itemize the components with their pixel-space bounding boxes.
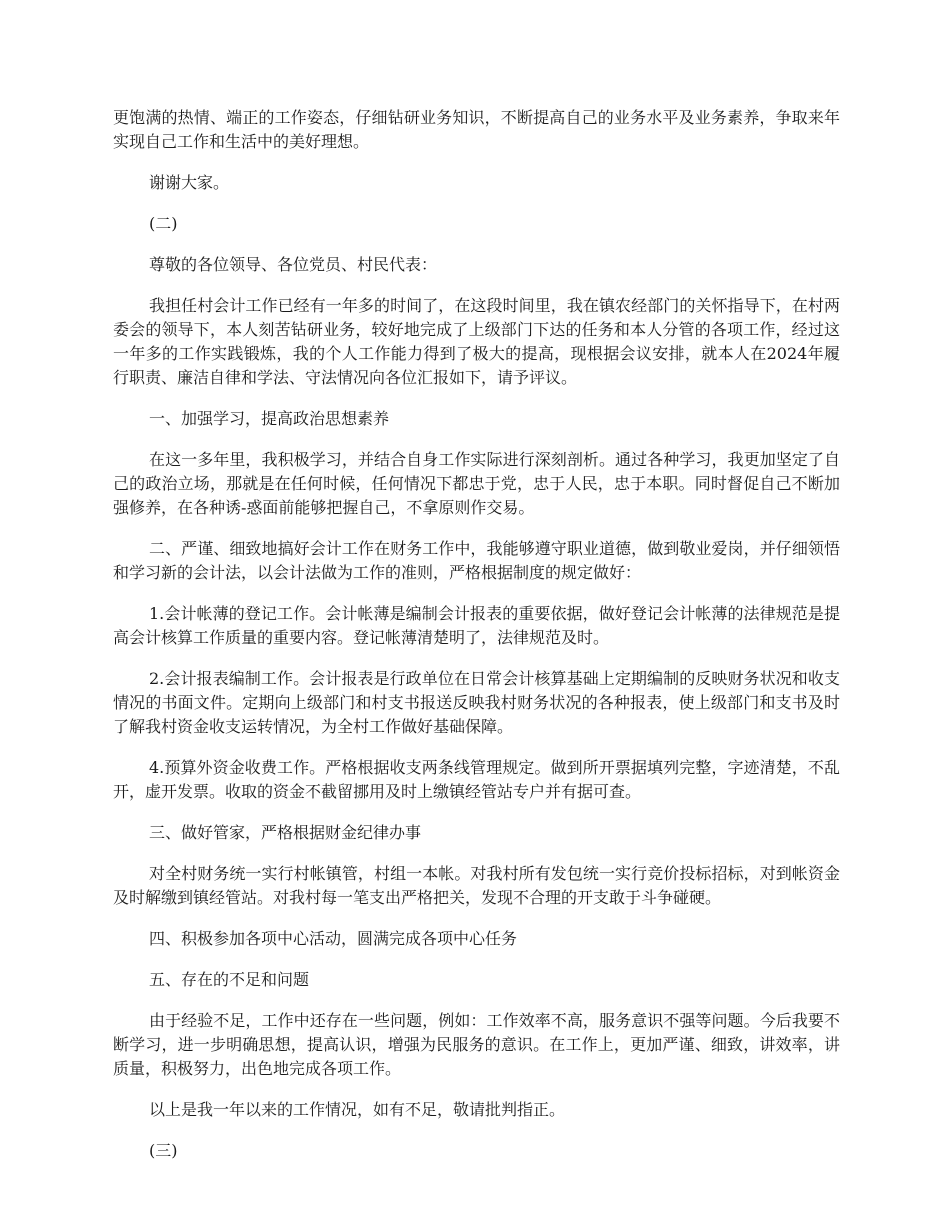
paragraph: 更饱满的热情、端正的工作姿态，仔细钻研业务知识，不断提高自己的业务水平及业务素养，争取来年实现自己工作和生活中的美好理想。 <box>113 108 840 151</box>
section-marker: (三) <box>149 1141 178 1160</box>
section-heading: 四、积极参加各项中心活动，圆满完成各项中心任务 <box>149 929 518 948</box>
paragraph: 我担任村会计工作已经有一年多的时间了，在这段时间里，我在镇农经部门的关怀指导下，在村两委会的领导下，本人刻苦钻研业务，较好地完成了上级部门下达的任务和本人分管的各项工作，经过这一年多的工作实践锻炼，我的个人工作能力得到了极大的提高，现根据会议安排，就本人在2024年履行职责、廉洁自律和学法、守法情况向各位汇报如下，请予评议。 <box>113 296 840 387</box>
list-item: 2.会计报表编制工作。会计报表是行政单位在日常会计核算基础上定期编制的反映财务状况和收支情况的书面文件。定期向上级部门和村支书报送反映我村财务状况的各种报表，使上级部门和支书及时了解我村资金收支运转情况，为全村工作做好基础保障。 <box>113 669 840 736</box>
paragraph: 由于经验不足，工作中还存在一些问题，例如：工作效率不高，服务意识不强等问题。今后我要不断学习，进一步明确思想，提高认识，增强为民服务的意识。在工作上，更加严谨、细致，讲效率，讲质量，积极努力，出色地完成各项工作。 <box>113 1011 840 1078</box>
list-item: 1.会计帐薄的登记工作。会计帐薄是编制会计报表的重要依据，做好登记会计帐薄的法律规范是提高会计核算工作质量的重要内容。登记帐薄清楚明了，法律规范及时。 <box>113 604 840 647</box>
section-heading: 一、加强学习，提高政治思想素养 <box>149 409 390 428</box>
salutation: 尊敬的各位领导、各位党员、村民代表： <box>149 255 438 274</box>
section-heading: 三、做好管家，严格根据财金纪律办事 <box>149 823 422 842</box>
section-heading: 二、严谨、细致地搞好会计工作在财务工作中，我能够遵守职业道德，做到敬业爱岗，并仔细领悟和学习新的会计法，以会计法做为工作的准则，严格根据制度的规定做好： <box>113 539 840 582</box>
paragraph: 对全村财务统一实行村帐镇管，村组一本帐。对我村所有发包统一实行竞价投标招标，对到帐资金及时解缴到镇经管站。对我村每一笔支出严格把关，发现不合理的开支敢于斗争碰硬。 <box>113 864 840 907</box>
list-item: 4.预算外资金收费工作。严格根据收支两条线管理规定。做到所开票据填列完整，字迹清楚，不乱开，虚开发票。收取的资金不截留挪用及时上缴镇经管站专户并有据可查。 <box>113 758 840 801</box>
document-body <box>113 106 840 1180</box>
section-marker: (二) <box>149 214 178 233</box>
section-heading: 五、存在的不足和问题 <box>149 970 310 989</box>
paragraph: 在这一多年里，我积极学习，并结合自身工作实际进行深刻剖析。通过各种学习，我更加坚定了自己的政治立场，那就是在任何时候，任何情况下都忠于党，忠于人民，忠于本职。同时督促自己不断加强修养，在各种诱-惑面前能够把握自己，不拿原则作交易。 <box>113 450 840 517</box>
paragraph: 谢谢大家。 <box>149 173 230 192</box>
closing-paragraph: 以上是我一年以来的工作情况，如有不足，敬请批判指正。 <box>149 1100 566 1119</box>
